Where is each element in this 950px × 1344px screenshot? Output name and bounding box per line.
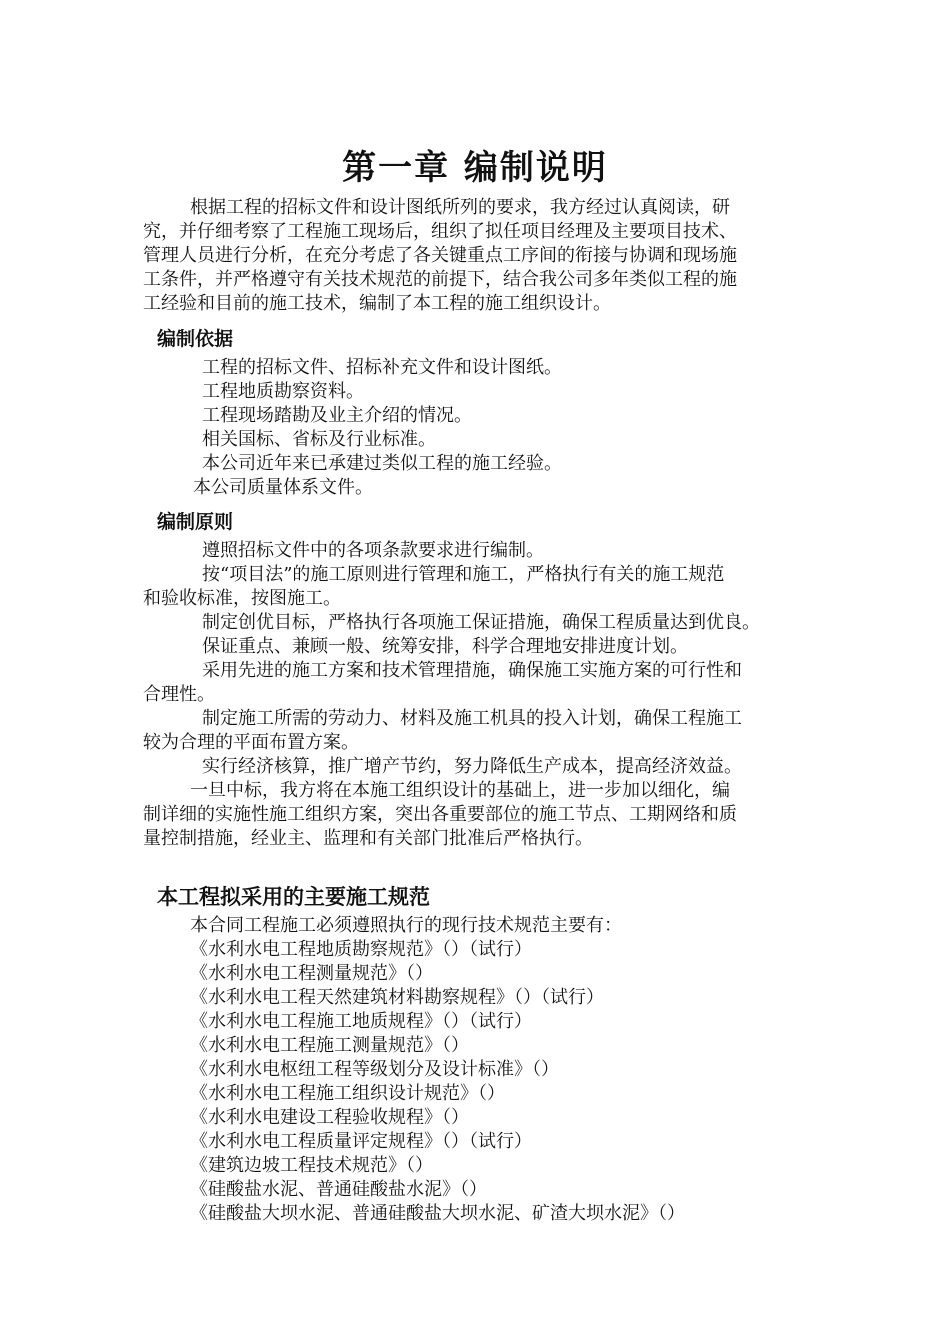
intro-line: 管理人员进行分析，在充分考虑了各关键重点工序间的衔接与协调和现场施 [143,245,737,266]
basis-item: 工程现场踏勘及业主介绍的情况。 [202,405,472,426]
principles-line: 一旦中标，我方将在本施工组织设计的基础上，进一步加以细化，编 [190,780,730,801]
intro-line: 工经验和目前的施工技术，编制了本工程的施工组织设计。 [143,293,611,314]
principles-line: 保证重点、兼顾一般、统筹安排，科学合理地安排进度计划。 [202,636,688,657]
principles-line: 采用先进的施工方案和技术管理措施，确保施工实施方案的可行性和 [202,660,742,681]
basis-heading: 编制依据 [157,328,234,350]
standard-item: 《硅酸盐水泥、普通硅酸盐水泥》（） [190,1179,487,1200]
basis-item: 相关国标、省标及行业标准。 [202,429,436,450]
principles-line: 遵照招标文件中的各项条款要求进行编制。 [202,540,544,561]
standard-item: 《水利水电工程测量规范》（） [190,963,433,984]
standard-item: 《水利水电工程质量评定规程》（）（试行） [190,1131,532,1152]
basis-item: 本公司质量体系文件。 [193,477,373,498]
principles-line: 制定创优目标，严格执行各项施工保证措施，确保工程质量达到优良。 [202,612,760,633]
principles-line: 较为合理的平面布置方案。 [143,732,359,753]
basis-item: 工程地质勘察资料。 [202,381,364,402]
chapter-title: 第一章 编制说明 [342,148,608,188]
intro-line: 究，并仔细考察了工程施工现场后，组织了拟任项目经理及主要项目技术、 [143,221,737,242]
intro-line: 工条件，并严格遵守有关技术规范的前提下，结合我公司多年类似工程的施 [143,269,737,290]
principles-line: 量控制措施，经业主、监理和有关部门批准后严格执行。 [143,828,593,849]
standard-item: 《建筑边坡工程技术规范》（） [190,1155,433,1176]
basis-item: 工程的招标文件、招标补充文件和设计图纸。 [202,357,562,378]
principles-line: 按“项目法”的施工原则进行管理和施工，严格执行有关的施工规范 [202,564,725,585]
principles-line: 制详细的实施性施工组织方案，突出各重要部位的施工节点、工期网络和质 [143,804,737,825]
standard-item: 《硅酸盐大坝水泥、普通硅酸盐大坝水泥、矿渣大坝水泥》（） [190,1203,685,1224]
principles-line: 合理性。 [143,684,215,705]
standard-item: 《水利水电工程施工组织设计规范》（） [190,1083,505,1104]
standards-heading: 本工程拟采用的主要施工规范 [157,885,430,909]
standard-item: 《水利水电建设工程验收规程》（） [190,1107,469,1128]
principles-heading: 编制原则 [157,511,234,533]
standard-item: 《水利水电工程天然建筑材料勘察规程》（）（试行） [190,987,604,1008]
principles-line: 实行经济核算，推广增产节约，努力降低生产成本，提高经济效益。 [202,756,742,777]
standard-item: 《水利水电工程地质勘察规范》（）（试行） [190,939,532,960]
intro-line: 根据工程的招标文件和设计图纸所列的要求，我方经过认真阅读，研 [190,197,730,218]
principles-line: 和验收标准，按图施工。 [143,588,341,609]
standard-item: 《水利水电枢纽工程等级划分及设计标准》（） [190,1059,559,1080]
standard-item: 《水利水电工程施工地质规程》（）（试行） [190,1011,532,1032]
principles-line: 制定施工所需的劳动力、材料及施工机具的投入计划，确保工程施工 [202,708,742,729]
basis-item: 本公司近年来已承建过类似工程的施工经验。 [202,453,562,474]
standard-item: 《水利水电工程施工测量规范》（） [190,1035,469,1056]
standards-intro: 本合同工程施工必须遵照执行的现行技术规范主要有： [190,915,622,936]
